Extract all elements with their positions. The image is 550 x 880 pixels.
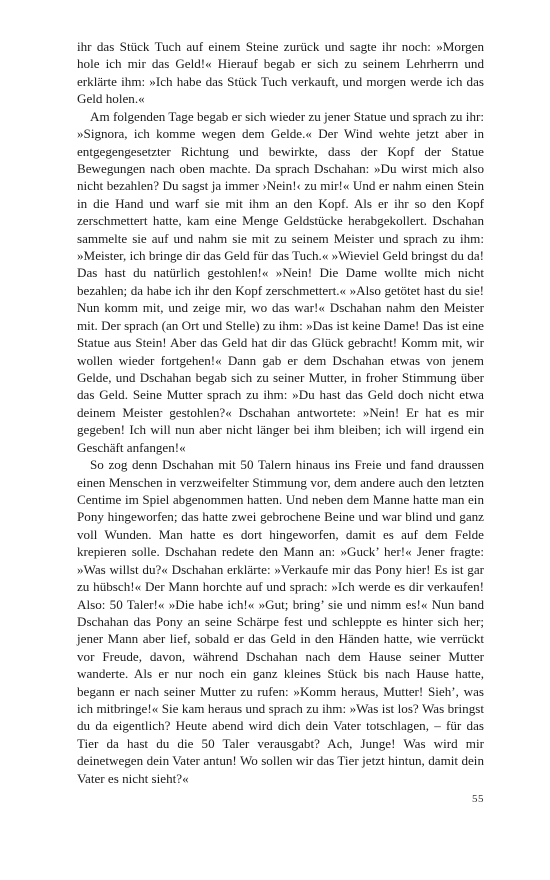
page-number: 55 bbox=[472, 793, 484, 805]
paragraph-1: ihr das Stück Tuch auf einem Steine zurück und sagte ihr noch: »Morgen hole ich mir das Geld!« Hierauf begab er sich zu seinem Lehrherrn und erklärte ihm: »Ich habe das Stück Tuch verkauft, und morgen werde ich das Geld holen.« bbox=[77, 39, 484, 107]
book-page-text bbox=[77, 38, 484, 787]
paragraph-2: Am folgenden Tage begab er sich wieder zu jener Statue und sprach zu ihr: »Signora, ich komme wegen dem Gelde.« Der Wind wehte jetzt aber in entgegengesetzter Richtung und bewirkte, dass der Kopf der Statue Bewegungen nach oben machte. Da sprach Dschahan: »Du wirst mich also nicht bezahlen? Du sagst ja immer ›Nein!‹ zu mir!« Und er nahm einen Stein in die Hand und warf sie mit ihm an den Kopf. Als er ihr so den Kopf zerschmettert hatte, kam eine Menge Geldstücke herabgekollert. Dschahan sammelte sie auf und nahm sie mit zu seinem Meister und sprach zu ihm: »Meister, ich bringe dir das Geld für das Tuch.« »Wieviel Geld bringst du da! Das hast du natürlich gestohlen!« »Nein! Die Dame wollte mich nicht bezahlen; da habe ich ihr den Kopf zerschmettert.« »Also getötet hast du sie! Nun komm mit, und zeige mir, wo das war!« Dschahan nahm den Meister mit. Der sprach (an Ort und Stelle) zu ihm: »Das ist keine Dame! Das ist eine Statue aus Stein! Aber das Geld hat dir das Glück gebracht! Komm mit, wir wollen wieder fortgehen!« Dann gab er dem Dschahan etwas von jenem Gelde, und Dschahan begab sich zu seiner Mutter, in froher Stimmung über das Geld. Seine Mutter sprach zu ihm: »Du hast das Geld doch nicht etwa deinem Meister gestohlen?« Dschahan antwortete: »Nein! Er hat es mir gegeben! Ich will nun aber nicht länger bei ihm bleiben; ich will irgend ein Geschäft anfangen!« bbox=[77, 108, 484, 455]
paragraph-3: So zog denn Dschahan mit 50 Talern hinaus ins Freie und fand draussen einen Menschen in verzweifelter Stimmung vor, dem andere auch den letzten Centime im Spiel abgenommen hatten. Und neben dem Manne hatte man ein Pony hingeworfen; das hatte zwei gebrochene Beine und war blind und ganz voll Wunden. Man hatte es dort hingeworfen, damit es auf dem Felde krepieren solle. Dschahan redete den Mann an: »Guck’ her!« Jener fragte: »Was willst du?« Dschahan erklärte: »Verkaufe mir das Pony hier! Es ist gar zu hübsch!« Der Mann horchte auf und sprach: »Ich werde es dir verkaufen! Also: 50 Taler!« »Die habe ich!« »Gut; bring’ sie und nimm es!« Nun band Dschahan das Pony an seine Schärpe fest und schleppte es hinter sich her; jener Mann aber lief, sobald er das Geld in den Händen hatte, wie verrückt vor Freude, davon, während Dschahan nach dem Hause seiner Mutter wanderte. Als er nur noch ein ganz kleines Stück bis nach Hause hatte, begann er nach seiner Mutter zu rufen: »Komm heraus, Mutter! Sieh’, was ich mitbringe!« Sie kam heraus und sprach zu ihm: »Was ist los? Was bringst du da eigentlich? Heute abend wird dich dein Vater totschlagen, – für das Tier da hast du die 50 Taler verausgabt? Ach, Junge! Was wird mir deinetwegen dein Vater antun! Wo sollen wir das Tier jetzt hintun, damit dein Vater es nicht sieht?« bbox=[77, 457, 484, 786]
